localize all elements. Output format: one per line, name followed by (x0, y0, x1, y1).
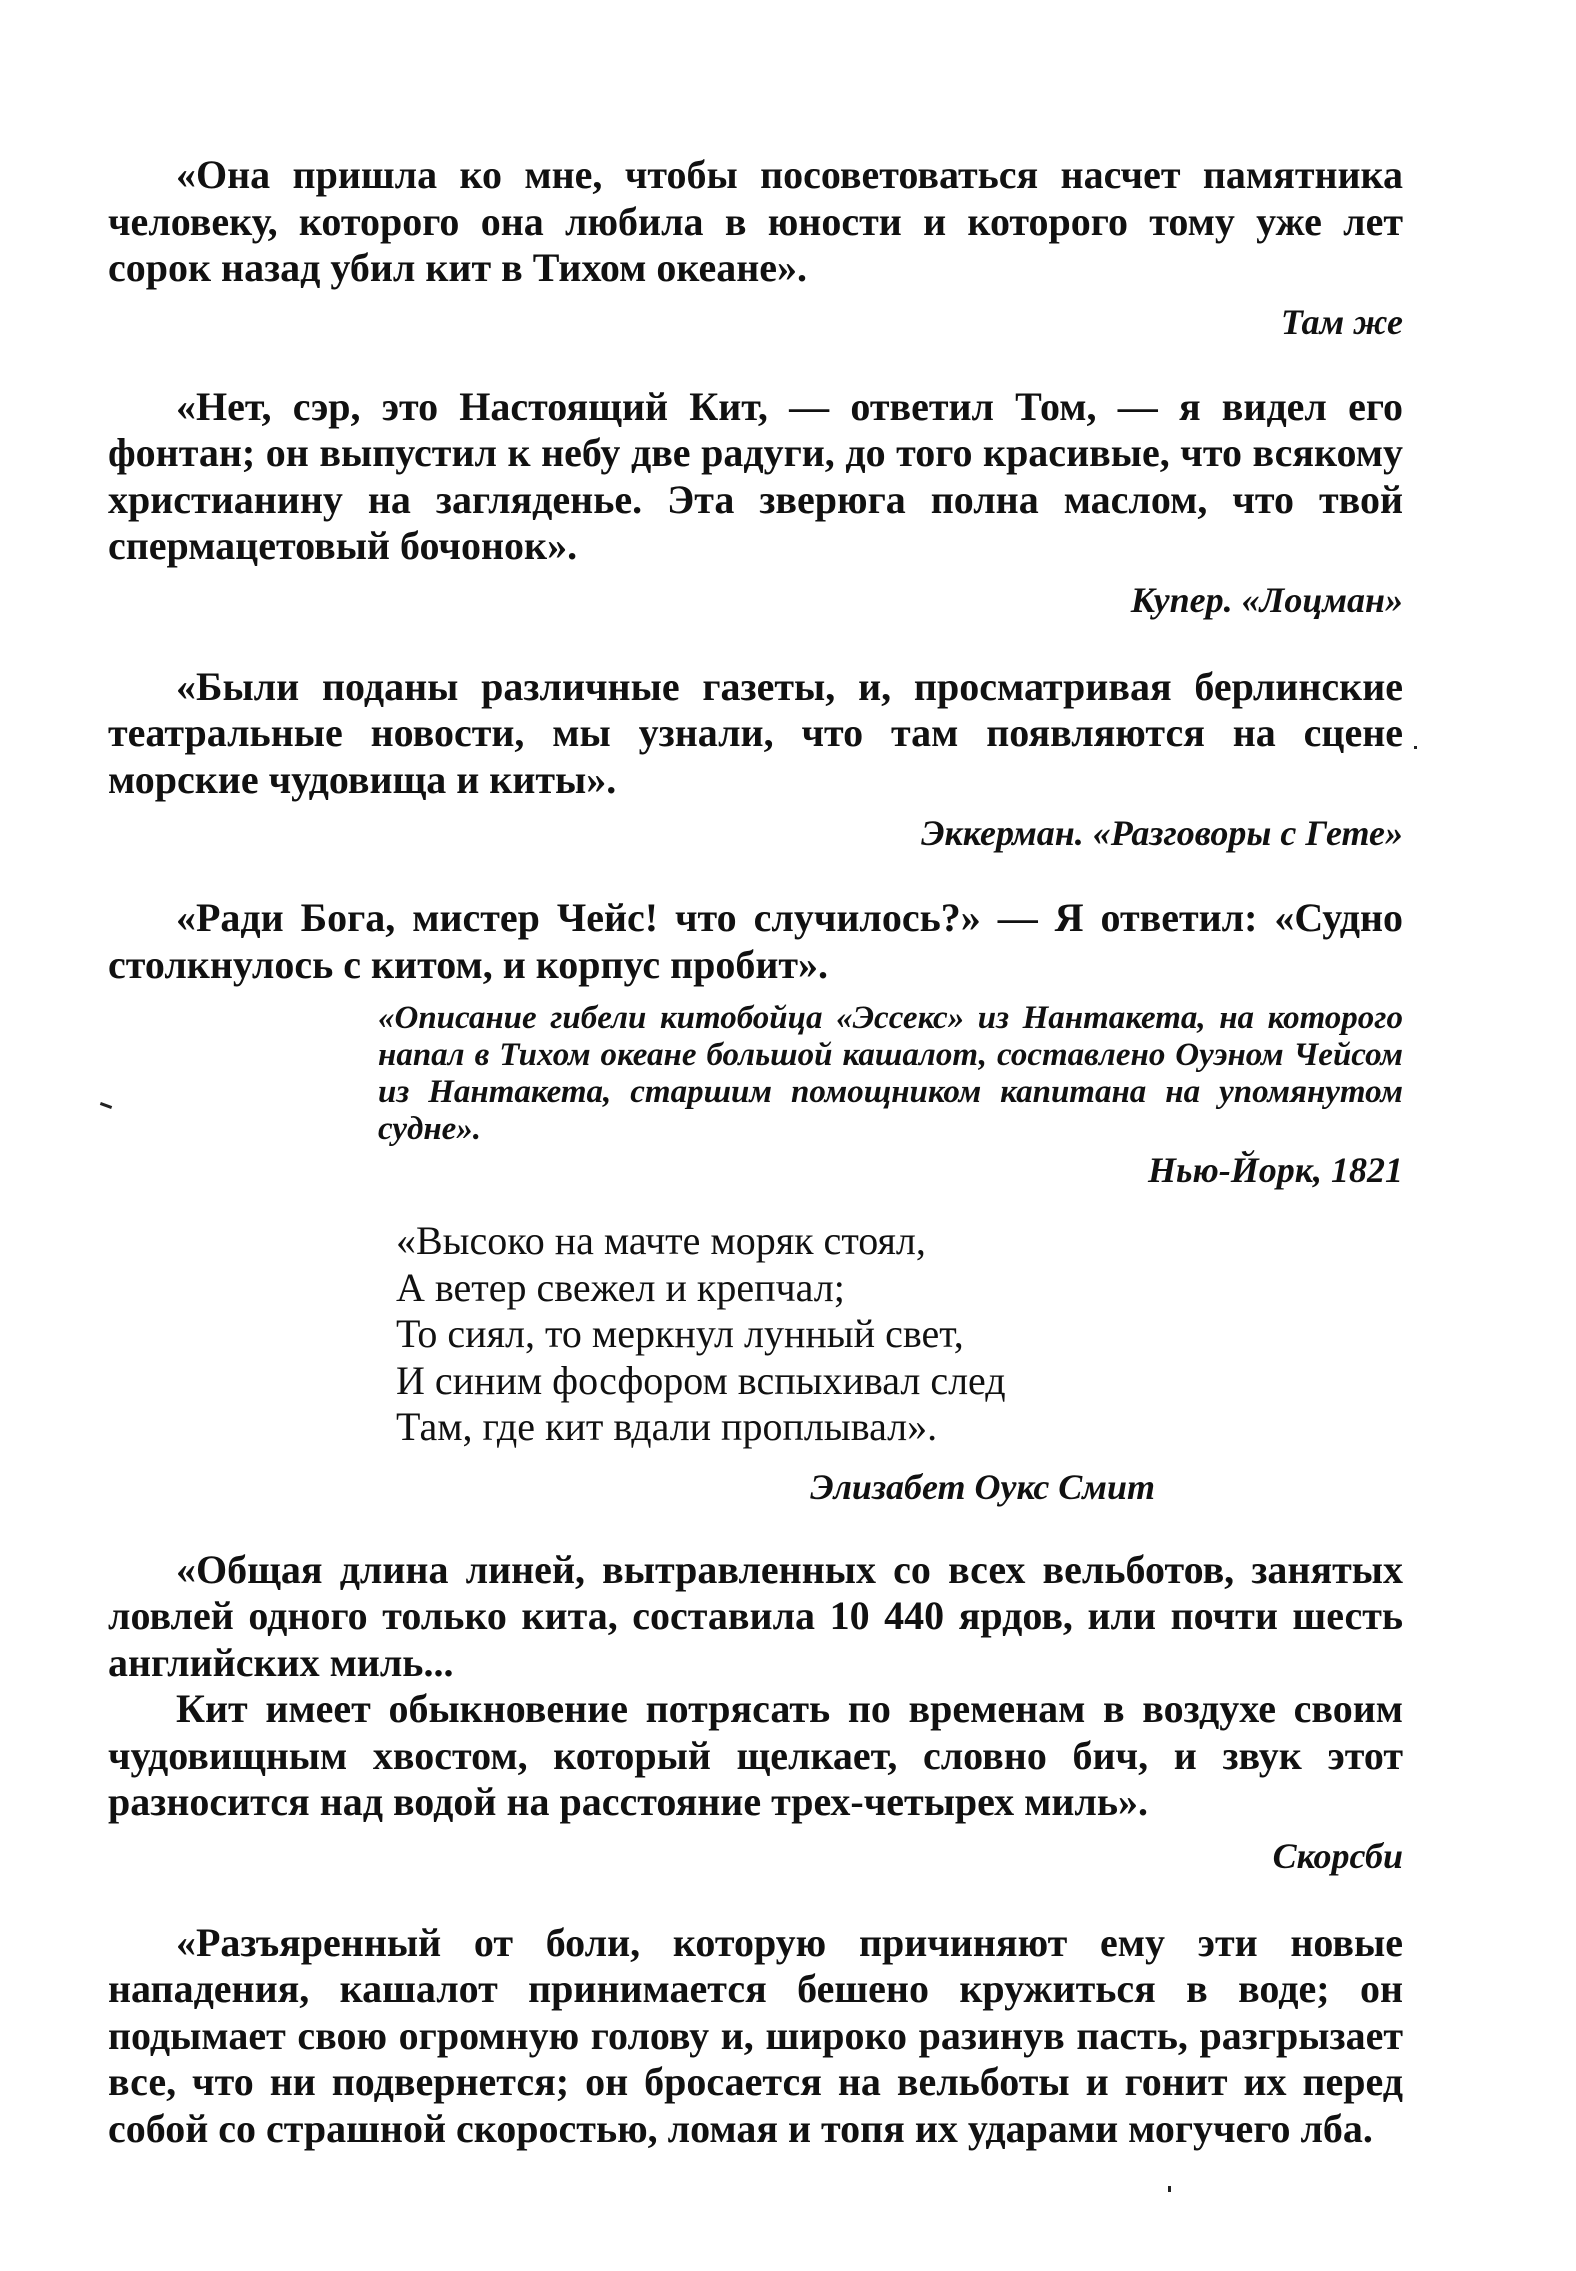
quote-caption-place: Нью-Йорк, 1821 (1148, 1150, 1403, 1190)
epigraph-block (108, 384, 1403, 622)
epigraph-block (108, 664, 1403, 856)
poem-line: И синим фосфором вспыхивал след (396, 1357, 1006, 1403)
quote-text: «Она пришла ко мне, чтобы посоветоваться насчет памятника человеку, которого она любила в юности и которого тому уже лет сорок назад убил кит в Тихом океане». (108, 152, 1403, 290)
epigraph-block (108, 895, 1403, 1192)
quote-source: Скорсби (1272, 1835, 1403, 1876)
quote-source: Купер. «Лоцман» (1130, 579, 1403, 620)
epigraph-block (108, 1547, 1403, 1878)
poem (396, 1218, 1403, 1451)
epigraph-block (108, 152, 1403, 344)
poem-line: «Высоко на мачте моряк стоял, (396, 1218, 926, 1263)
quote-text: «Были поданы различные газеты, и, просматривая берлинские театральные новости, мы узнали, что там появляются на сцене морские чудовища и киты». (108, 663, 1403, 802)
quote-source: Эккерман. «Разговоры с Гете» (921, 813, 1403, 853)
scan-speck (1168, 2186, 1171, 2192)
quote-text-continued: Кит имеет обыкновение потрясать по временам в воздухе своим чудовищным хвостом, который щелкает, словно бич, и звук этот разносится над водой на расстояние трех-четырех миль». (108, 1686, 1403, 1824)
quote-text: «Нет, сэр, это Настоящий Кит, — ответил Том, — я видел его фонтан; он выпустил к небу две радуги, до того красивые, что всякому христианину на загляденье. Эта зверюга полна маслом, что твой спермацетовый бочонок». (108, 383, 1403, 568)
quote-text: «Общая длина линей, вытравленных со всех вельботов, занятых ловлей одного только кита, составила 10 440 ярдов, или почти шесть английских миль... (108, 1546, 1403, 1685)
scan-speck (1414, 746, 1417, 749)
poem-line: А ветер свежел и крепчал; (396, 1264, 845, 1310)
quote-text: «Ради Бога, мистер Чейс! что случилось?» — Я ответил: «Судно столкнулось с китом, и корпус пробит». (108, 895, 1403, 987)
poem-source: Элизабет Оукс Смит (810, 1466, 1155, 1507)
poem-block (108, 1218, 1403, 1509)
quote-text: «Разъяренный от боли, которую причиняют ему эти новые нападения, кашалот принимается бешено кружиться в воде; он подымает свою огромную голову и, широко разинув пасть, разгрызает все, что ни подвернется; он бросается на вельботы и гонит их перед собой со страшной скоростью, ломая и топя их ударами могучего лба. (108, 1919, 1403, 2151)
poem-line: То сиял, то меркнул лунный свет, (396, 1311, 964, 1356)
epigraph-block (108, 1920, 1403, 2153)
quote-source: Там же (1280, 301, 1403, 342)
book-page (108, 152, 1403, 2152)
poem-line: Там, где кит вдали проплывал». (396, 1404, 938, 1449)
quote-caption: «Описание гибели китобойца «Эссекс» из Нантакета, на которого напал в Тихом океане большой кашалот, составлено Оуэном Чейсом из Нантакета, старшим помощником капитана на упомянутом судне». (378, 1000, 1403, 1147)
